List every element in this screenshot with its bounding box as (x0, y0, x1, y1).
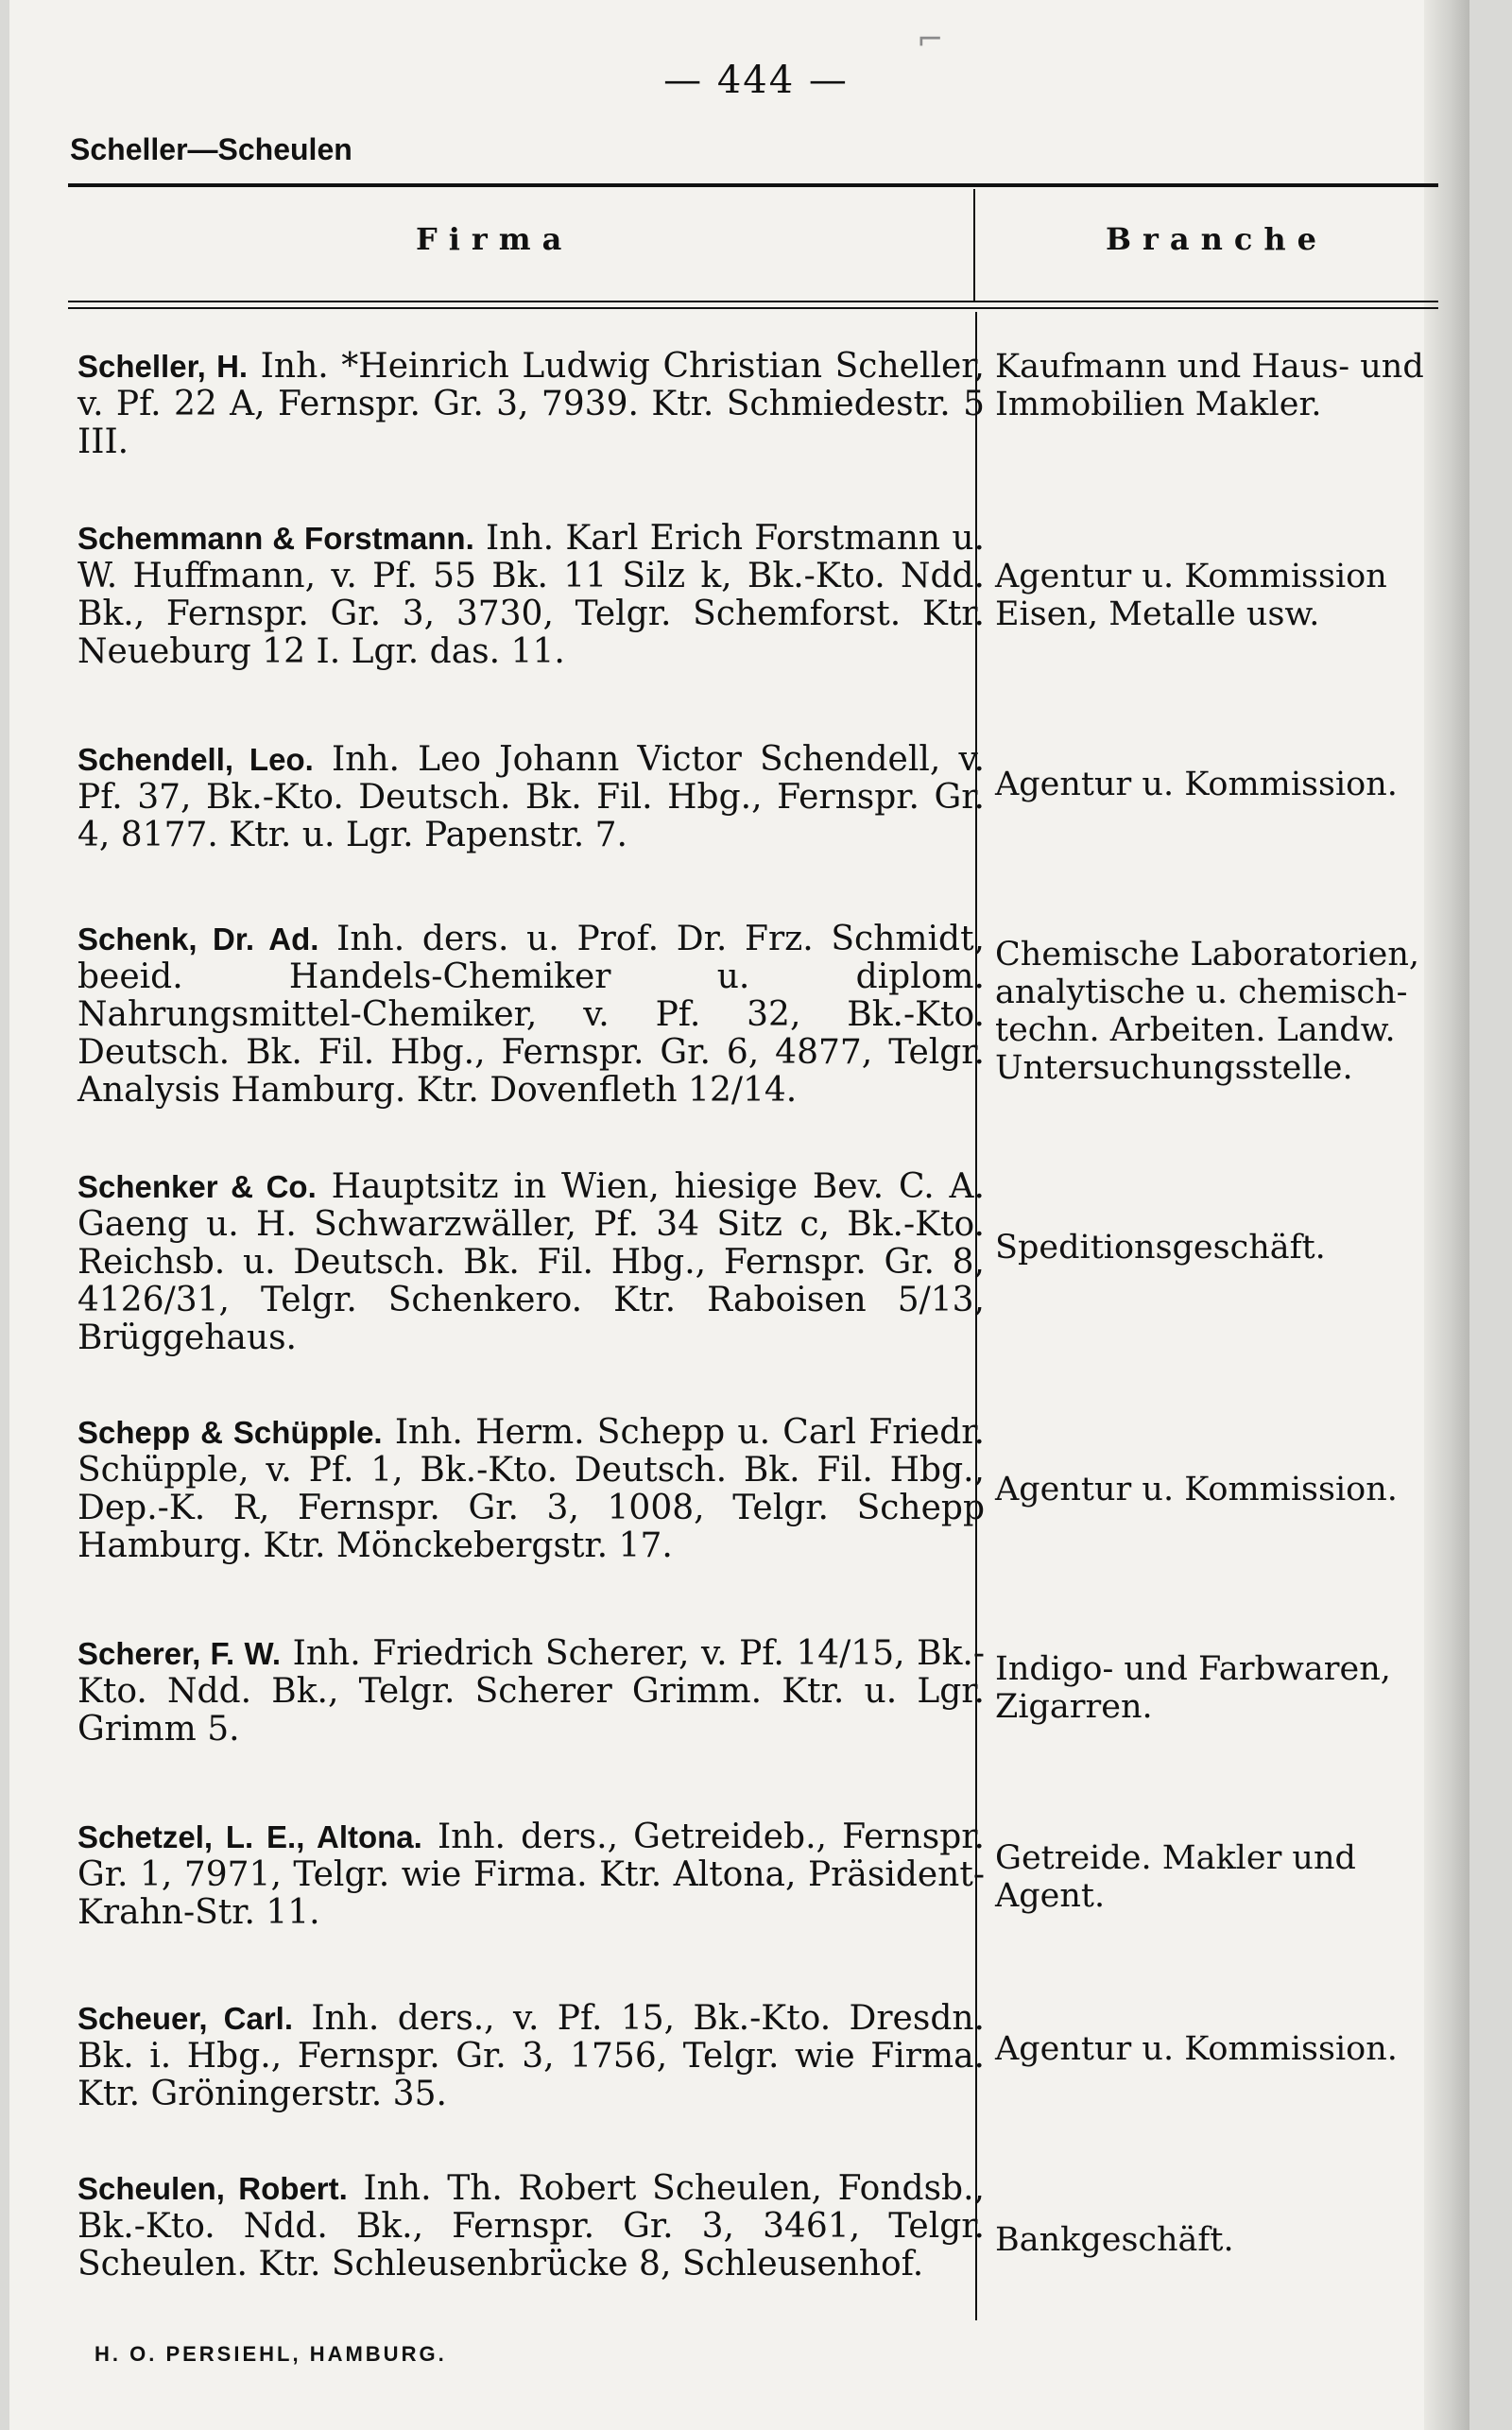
firm-details: Inh. ders., Getreideb., Fernspr. Gr. 1, 7971, Telgr. wie Firma. Ktr. Altona, Präsident-Krahn-Str. 11. (77, 1818, 985, 1932)
firm-name: Schepp & Schüpple. (77, 1415, 383, 1450)
entry-schetzel (77, 1818, 985, 1932)
firm-details: Inh. Friedrich Scherer, v. Pf. 14/15, Bk.-Kto. Ndd. Bk., Telgr. Scherer Grimm. Ktr. u. Lgr. Grimm 5. (77, 1634, 985, 1749)
firm-name: Schetzel, L. E., Altona. (77, 1819, 422, 1854)
firm-details: Hauptsitz in Wien, hiesige Bev. C. A. Gaeng u. H. Schwarzwäller, Pf. 34 Sitz c, Bk.-Kto. Reichsb. u. Deutsch. Bk. Fil. Hbg., Fernspr. Gr. 8, 4126/31, Telgr. Schenkero. Ktr. Raboisen 5/13, Brüggehaus. (77, 1167, 985, 1357)
firm-name: Schenk, Dr. Ad. (77, 922, 319, 956)
firm-name: Scheuer, Carl. (77, 2001, 293, 2036)
column-divider-header (973, 189, 975, 301)
firm-name: Scherer, F. W. (77, 1636, 282, 1671)
entry-schenk (77, 921, 985, 1110)
entry-schemmann (77, 520, 985, 671)
firm-details: Inh. Herm. Schepp u. Carl Friedr. Schüpple, v. Pf. 1, Bk.-Kto. Deutsch. Bk. Fil. Hbg., Dep.-K. R, Fernspr. Gr. 3, 1008, Telgr. Schepp Hamburg. Ktr. Mönckebergstr. 17. (77, 1413, 985, 1565)
firm-details: Inh. Karl Erich Forstmann u. W. Huffmann, v. Pf. 55 Bk. 11 Silz k, Bk.-Kto. Ndd. Bk., Fernspr. Gr. 3, 3730, Telgr. Schemforst. Ktr. Neueburg 12 I. Lgr. das. 11. (77, 519, 985, 671)
branch-scheulen: Bankgeschäft. (995, 2221, 1234, 2259)
firm-name: Scheulen, Robert. (77, 2171, 348, 2206)
branch-schenker: Speditionsgeschäft. (995, 1229, 1326, 1267)
firm-name: Schemmann & Forstmann. (77, 521, 474, 556)
entry-scheller (77, 348, 985, 461)
entry-scheuer (77, 2000, 985, 2113)
entry-scheulen (77, 2170, 985, 2284)
pencil-mark: ⌐ (917, 21, 944, 59)
firm-details: Inh. Th. Robert Scheulen, Fondsb., Bk.-Kto. Ndd. Bk., Fernspr. Gr. 3, 3461, Telgr. Scheulen. Ktr. Schleusenbrücke 8, Schleusenhof. (77, 2169, 985, 2284)
firm-details: Inh. ders. u. Prof. Dr. Frz. Schmidt, beeid. Handels-Chemiker u. diplom. Nahrungsmittel-Chemiker, v. Pf. 32, Bk.-Kto. Deutsch. Bk. Fil. Hbg., Fernspr. Gr. 6, 4877, Telgr. Analysis Hamburg. Ktr. Dovenfleth 12/14. (77, 920, 985, 1110)
entry-scherer (77, 1635, 985, 1749)
branch-scheller: Kaufmann und Haus- und Immobilien Makler. (995, 348, 1424, 423)
entry-schenker (77, 1168, 985, 1357)
branch-schemmann: Agentur u. Kommission Eisen, Metalle usw. (995, 558, 1387, 633)
branch-scherer: Indigo- und Farbwaren, Zigarren. (995, 1650, 1391, 1726)
firm-details: Inh. *Heinrich Ludwig Christian Scheller, v. Pf. 22 A, Fernspr. Gr. 3, 7939. Ktr. Schmiedestr. 5 III. (77, 347, 985, 461)
branch-column-header: Branche (1106, 221, 1329, 257)
page-number: — 444 — (663, 59, 849, 102)
top-rule (68, 183, 1438, 187)
entry-schepp (77, 1414, 985, 1565)
branch-schetzel: Getreide. Makler und Agent. (995, 1839, 1356, 1915)
branch-schenk: Chemische Laboratorien, analytische u. chemisch-techn. Arbeiten. Landw. Untersuchungsstelle. (995, 936, 1419, 1087)
branch-schendell: Agentur u. Kommission. (995, 766, 1398, 803)
header-rule-1 (68, 301, 1438, 302)
firm-details: Inh. ders., v. Pf. 15, Bk.-Kto. Dresdn. Bk. i. Hbg., Fernspr. Gr. 3, 1756, Telgr. wie Firma. Ktr. Gröningerstr. 35. (77, 1999, 985, 2113)
directory-page (9, 0, 1469, 2430)
running-head: Scheller—Scheulen (70, 132, 352, 166)
firm-name: Schendell, Leo. (77, 742, 314, 777)
branch-schepp: Agentur u. Kommission. (995, 1471, 1398, 1508)
firm-name: Schenker & Co. (77, 1169, 317, 1204)
firm-details: Inh. Leo Johann Victor Schendell, v. Pf. 37, Bk.-Kto. Deutsch. Bk. Fil. Hbg., Fernspr. Gr. 4, 8177. Ktr. u. Lgr. Papenstr. 7. (77, 740, 985, 854)
firm-column-header: Firma (416, 221, 574, 257)
firm-name: Scheller, H. (77, 349, 249, 384)
printer-imprint: H. O. PERSIEHL, HAMBURG. (94, 2342, 447, 2366)
entry-schendell (77, 741, 985, 854)
header-rule-2 (68, 307, 1438, 309)
branch-scheuer: Agentur u. Kommission. (995, 2030, 1398, 2068)
